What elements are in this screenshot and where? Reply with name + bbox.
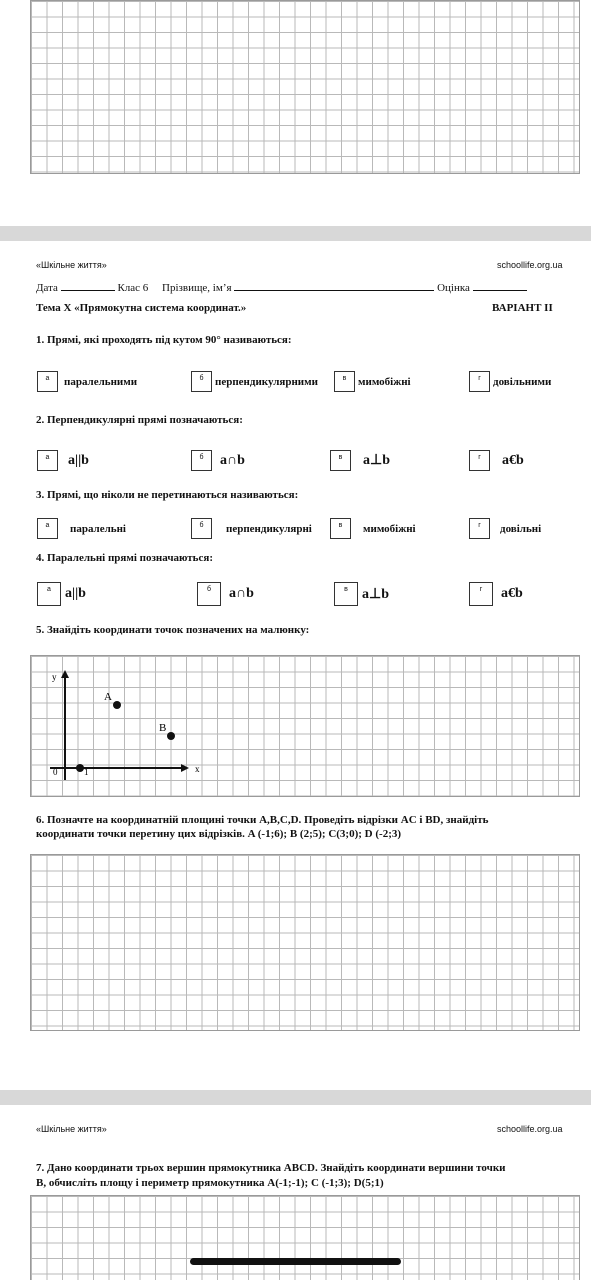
q1-option-c[interactable]	[334, 371, 411, 392]
home-indicator[interactable]	[190, 1258, 401, 1265]
option-label: a∩b	[220, 452, 245, 468]
checkbox[interactable]: г	[469, 450, 490, 471]
class-label: Клас 6	[117, 282, 149, 294]
date-label: Дата	[36, 282, 58, 294]
coordinate-axes-figure	[31, 656, 579, 796]
variant-label: ВАРІАНТ ІІ	[492, 302, 553, 314]
q3-option-c[interactable]	[330, 518, 416, 539]
unit-point	[76, 764, 84, 772]
checkbox[interactable]: б	[191, 518, 212, 539]
question-3: 3. Прямі, що ніколи не перетинаються називаються:	[36, 489, 299, 501]
page-next	[0, 1105, 591, 1280]
topic-title: Тема Х «Прямокутна система координат.»	[36, 302, 247, 314]
q4-option-d[interactable]	[469, 582, 523, 606]
coordinate-grid	[30, 655, 580, 797]
option-label: a∩b	[229, 586, 254, 601]
question-2: 2. Перпендикулярні прямі позначаються:	[36, 414, 243, 426]
checkbox[interactable]: в	[334, 371, 355, 392]
q3-option-a[interactable]	[37, 518, 126, 539]
checkbox[interactable]: а	[37, 450, 58, 471]
q2-option-d[interactable]	[469, 450, 524, 471]
answer-grid-previous	[30, 0, 580, 174]
question-7-line-2: B, обчисліть площу і периметр прямокутника A(-1;-1); C (-1;3); D(5;1)	[36, 1177, 384, 1189]
q1-option-a[interactable]	[37, 371, 137, 392]
page-previous	[0, 0, 591, 226]
answer-grid-q7	[30, 1195, 580, 1280]
page-worksheet	[0, 241, 591, 1090]
option-label: a⊥b	[363, 453, 390, 468]
q1-option-d[interactable]	[469, 371, 551, 392]
question-6-line-1: 6. Позначте на координатній площині точки A,B,C,D. Проведіть відрізки AC і BD, знайдіть	[36, 814, 489, 826]
x-axis-arrow	[181, 764, 189, 772]
question-1: 1. Прямі, які проходять під кутом 90° називаються:	[36, 334, 292, 346]
q2-option-b[interactable]	[191, 450, 245, 471]
option-label: a⊥b	[362, 586, 389, 602]
point-b-label: B	[159, 722, 167, 734]
q4-option-b[interactable]	[197, 582, 254, 606]
option-label: мимобіжні	[363, 522, 416, 535]
site-label: schoollife.org.ua	[497, 1124, 563, 1134]
checkbox[interactable]: г	[469, 371, 490, 392]
question-7-line-1: 7. Дано координати трьох вершин прямокутника ABCD. Знайдіть координати вершини точки	[36, 1162, 506, 1174]
brand-label: «Шкільне життя»	[36, 1124, 107, 1134]
option-label: паралельні	[70, 522, 126, 535]
point-a	[113, 701, 121, 709]
q1-option-b[interactable]	[191, 371, 318, 392]
checkbox[interactable]: б	[191, 450, 212, 471]
grade-label: Оцінка	[437, 282, 470, 294]
option-label: перпендикулярні	[226, 522, 312, 535]
unit-label: 1	[84, 767, 89, 777]
option-label: a€b	[501, 586, 523, 601]
point-b	[167, 732, 175, 740]
question-5: 5. Знайдіть координати точок позначених на малюнку:	[36, 624, 310, 636]
option-label: довільні	[500, 522, 542, 535]
q3-option-d[interactable]	[469, 518, 541, 539]
checkbox[interactable]: в	[330, 450, 351, 471]
question-4: 4. Паралельні прямі позначаються:	[36, 552, 213, 564]
q2-option-a[interactable]	[37, 450, 89, 471]
option-label: мимобіжні	[358, 375, 411, 388]
brand-label: «Шкільне життя»	[36, 260, 107, 270]
checkbox[interactable]: а	[37, 582, 61, 606]
student-header-line	[36, 282, 527, 294]
checkbox[interactable]: г	[469, 518, 490, 539]
y-axis-arrow	[61, 670, 69, 678]
q2-option-c[interactable]	[330, 450, 390, 471]
checkbox[interactable]: б	[197, 582, 221, 606]
q3-option-b[interactable]	[191, 518, 312, 539]
q4-option-c[interactable]	[334, 582, 389, 606]
option-label: a€b	[502, 452, 524, 468]
option-label: довільними	[493, 375, 552, 388]
option-label: a||b	[65, 586, 86, 601]
checkbox[interactable]: в	[330, 518, 351, 539]
name-blank[interactable]	[234, 290, 434, 291]
question-6-line-2: координати точки перетину цих відрізків. A (-1;6); B (2;5); C(3;0); D (-2;3)	[36, 828, 402, 840]
option-label: паралельними	[64, 375, 138, 388]
answer-grid-q6	[30, 854, 580, 1031]
option-label: перпендикулярними	[215, 375, 318, 388]
checkbox[interactable]: в	[334, 582, 358, 606]
name-label: Прізвище, ім’я	[162, 282, 232, 294]
grade-blank[interactable]	[473, 290, 527, 291]
checkbox[interactable]: г	[469, 582, 493, 606]
checkbox[interactable]: а	[37, 518, 58, 539]
checkbox[interactable]: б	[191, 371, 212, 392]
site-label: schoollife.org.ua	[497, 260, 563, 270]
origin-label: 0	[53, 767, 58, 777]
x-axis-label: x	[195, 764, 200, 774]
date-blank[interactable]	[61, 290, 115, 291]
y-axis-label: y	[52, 672, 57, 682]
option-label: a||b	[68, 452, 89, 468]
q4-option-a[interactable]	[37, 582, 86, 606]
checkbox[interactable]: а	[37, 371, 58, 392]
point-a-label: A	[104, 691, 112, 703]
